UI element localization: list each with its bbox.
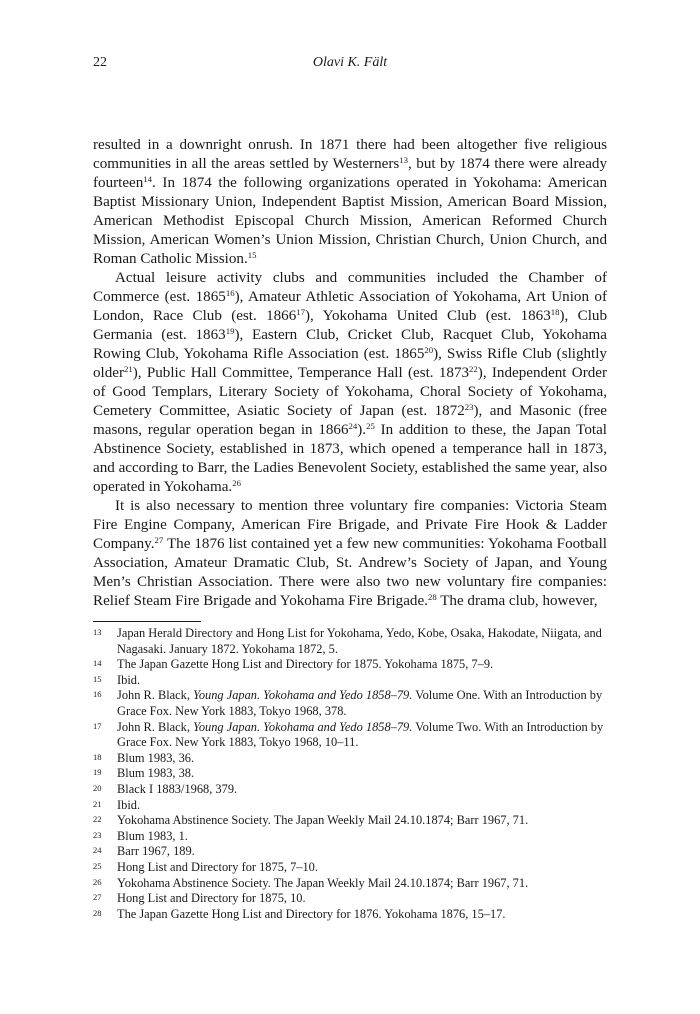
footnote <box>93 907 607 923</box>
footnote-text <box>117 720 607 751</box>
text-run: Yokohama Abstinence Society. The Japan Weekly Mail 24.10.1874; Barr 1967, 71. <box>117 813 529 828</box>
text-run: Hong List and Directory for 1875, 7–10. <box>117 859 318 874</box>
italic-title: Young Japan. Yokohama and Yedo 1858–79. <box>193 688 413 703</box>
footnote-number: 13 <box>93 627 102 637</box>
footnote-text <box>117 673 607 689</box>
text-run: Japan Herald Directory and Hong List for Yokohama, Yedo, Kobe, Osaka, Hakodate, Niigata, and Nagasaki. January 1872. Yokohama 1872, 5. <box>117 626 602 656</box>
footnote-number: 18 <box>93 751 102 762</box>
text-run: The drama club, however, <box>436 593 598 609</box>
footnote-text <box>117 907 607 923</box>
footnote-number: 14 <box>93 658 102 669</box>
text-run: . In 1874 the following organizations operated in Yokohama: American Baptist Missionary Union, Independent Baptist Mission, American Board Mission, American Methodist Episcopal Church Mission, American Reformed Church Mission, American Women’s Union Mission, Christian Church, Union Church, and Roman Catholic Mission. <box>93 175 607 267</box>
paragraph <box>93 269 607 497</box>
text-run: Ibid. <box>117 672 141 687</box>
footnote-number: 17 <box>93 720 102 731</box>
text-run: In addition to these, the Japan Total Abstinence Society, established in 1873, which opened a temperance hall in 1873, and according to Barr, the Ladies Benevolent Society, established the same year, also operated in Yokohama. <box>93 422 607 495</box>
running-head: Olavi K. Fält <box>312 55 388 70</box>
text-run: Hong List and Directory for 1875, 10. <box>117 891 306 906</box>
footnote-ref: 19 <box>225 326 235 337</box>
page-header <box>93 55 607 75</box>
text-run: The 1876 list contained yet a few new communities: Yokohama Football Association, Amateur Dramatic Club, St. Andrew’s Society of Japan, and Young Men’s Christian Association. There were also two new voluntary fire companies: Relief Steam Fire Brigade and Yokohama Fire Brigade. <box>93 536 607 609</box>
footnote-text <box>117 876 607 892</box>
footnote <box>93 798 607 814</box>
footnote <box>93 626 607 657</box>
text-run: ), Club Germania (est. 1863 <box>93 308 607 343</box>
footnote-ref: 26 <box>232 478 241 489</box>
footnote <box>93 766 607 782</box>
text-run: Actual leisure activity clubs and communities included the Chamber of Commerce (est. 1865 <box>93 270 607 305</box>
paragraph <box>93 497 607 611</box>
text-run: Volume One. With an Introduction by Grace Fox. New York 1883, Tokyo 1968, 378. <box>117 688 603 718</box>
footnote-ref: 14 <box>143 174 153 185</box>
footnote-ref: 18 <box>550 307 560 318</box>
footnote-ref: 24 <box>348 421 358 432</box>
text-run: , but by 1874 there were already fourteen <box>93 156 607 191</box>
footnote-text <box>117 688 607 719</box>
footnote <box>93 829 607 845</box>
footnote-number: 24 <box>93 845 102 856</box>
text-run: Blum 1983, 36. <box>117 750 195 765</box>
footnote-number: 22 <box>93 814 102 825</box>
footnote-ref: 25 <box>366 421 375 432</box>
text-run: Ibid. <box>117 797 141 812</box>
text-run: ), Eastern Club, Cricket Club, Racquet Club, Yokohama Rowing Club, Yokohama Rifle Association (est. 1865 <box>93 327 607 362</box>
text-run: Volume Two. With an Introduction by Grace Fox. New York 1883, Tokyo 1968, 10–11. <box>117 719 604 750</box>
paragraph <box>93 136 607 269</box>
footnote <box>93 720 607 751</box>
footnote-ref: 15 <box>247 250 257 261</box>
document-page <box>93 0 607 1014</box>
text-run: The Japan Gazette Hong List and Directory for 1875. Yokohama 1875, 7–9. <box>117 657 494 672</box>
footnote <box>93 891 607 907</box>
body-text <box>93 136 607 611</box>
footnote-text <box>117 751 607 767</box>
footnote <box>93 844 607 860</box>
text-run: Barr 1967, 189. <box>117 844 195 859</box>
text-run: Blum 1983, 38. <box>117 766 195 781</box>
footnote-text <box>117 782 607 798</box>
footnote-text <box>117 829 607 845</box>
footnote <box>93 876 607 892</box>
text-run: ), Yokohama United Club (est. 1863 <box>305 308 551 324</box>
footnote-ref: 13 <box>399 155 409 166</box>
text-run: It is also necessary to mention three voluntary fire companies: Victoria Steam Fire Engine Company, American Fire Brigade, and Private Fire Hook & Ladder Company. <box>93 498 607 552</box>
text-run: Black I 1883/1968, 379. <box>117 781 238 796</box>
footnote-text <box>117 813 607 829</box>
footnote-text <box>117 766 607 782</box>
footnote <box>93 673 607 689</box>
footnote <box>93 860 607 876</box>
footnote-ref: 27 <box>154 535 164 546</box>
footnote-text <box>117 844 607 860</box>
footnote-number: 19 <box>93 767 102 778</box>
footnote-ref: 17 <box>296 307 306 318</box>
footnote-text <box>117 860 607 876</box>
footnote <box>93 688 607 719</box>
text-run: Blum 1983, 1. <box>117 828 188 843</box>
footnote-divider <box>93 621 201 622</box>
footnote-number: 21 <box>93 798 102 809</box>
footnote-ref: 16 <box>225 288 235 299</box>
text-run: The Japan Gazette Hong List and Directory for 1876. Yokohama 1876, 15–17. <box>117 906 506 921</box>
text-run: John R. Black, <box>117 719 194 734</box>
footnote-text <box>117 626 607 657</box>
text-run: ), Swiss Rifle Club (slightly older <box>93 346 607 381</box>
text-run: ). <box>357 422 367 438</box>
page-number: 22 <box>93 55 107 70</box>
footnote <box>93 657 607 673</box>
text-run: John R. Black, <box>117 688 194 703</box>
text-run: ), Public Hall Committee, Temperance Hall (est. 1873 <box>132 365 470 381</box>
footnote-number: 28 <box>93 907 102 918</box>
footnote-number: 27 <box>93 892 102 903</box>
italic-title: Young Japan. Yokohama and Yedo 1858–79. <box>193 719 413 734</box>
footnote-number: 26 <box>93 876 102 887</box>
footnote-ref: 22 <box>469 364 478 375</box>
text-run: resulted in a downright onrush. In 1871 there had been altogether five religious communities in all the areas settled by Westerners <box>93 137 607 172</box>
footnote-number: 23 <box>93 829 102 840</box>
footnote-ref: 20 <box>424 345 434 356</box>
footnote-number: 15 <box>93 673 102 684</box>
footnote-text <box>117 798 607 814</box>
footnote-ref: 28 <box>427 592 437 603</box>
text-run: ), and Masonic (free masons, regular operation began in 1866 <box>93 403 608 438</box>
footnote-text <box>117 657 607 673</box>
footnote-ref: 21 <box>124 364 133 375</box>
text-run: ), Independent Order of Good Templars, Literary Society of Yokohama, Choral Society of Yokohama, Cemetery Committee, Asiatic Society of Japan (est. 1872 <box>93 365 607 419</box>
footnote <box>93 782 607 798</box>
footnote <box>93 813 607 829</box>
footnote <box>93 751 607 767</box>
footnote-number: 25 <box>93 860 102 871</box>
text-run: Yokohama Abstinence Society. The Japan Weekly Mail 24.10.1874; Barr 1967, 71. <box>117 875 529 890</box>
footnote-number: 16 <box>93 689 102 700</box>
text-run: ), Amateur Athletic Association of Yokohama, Art Union of London, Race Club (est. 1866 <box>93 289 607 324</box>
footnote-number: 20 <box>93 782 102 793</box>
footnote-ref: 23 <box>464 402 474 413</box>
footnotes <box>93 626 607 922</box>
footnote-text <box>117 891 607 907</box>
